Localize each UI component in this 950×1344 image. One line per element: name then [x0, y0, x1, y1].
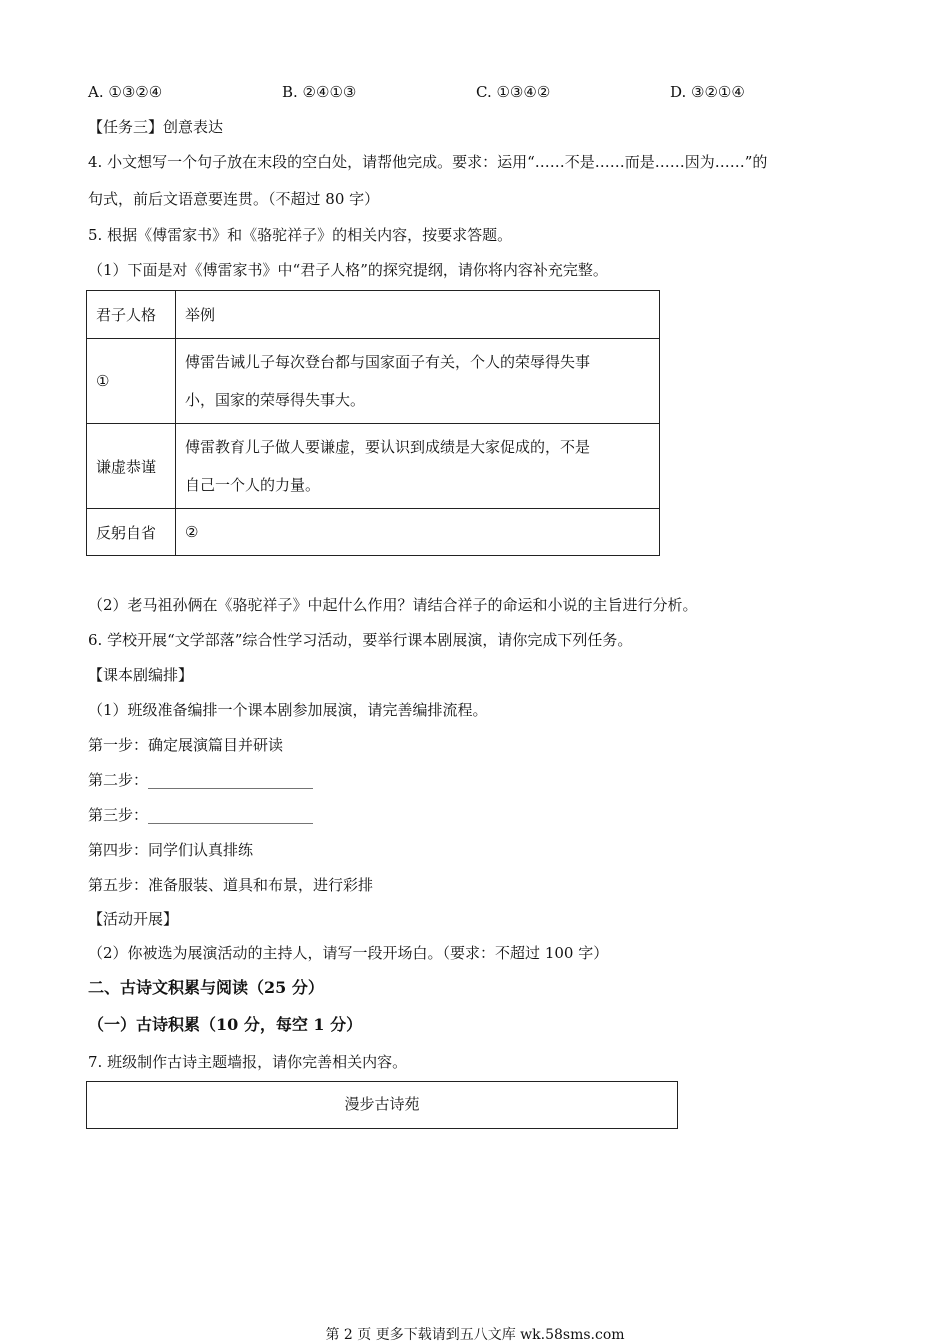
q6-part1: （1）班级准备编排一个课本剧参加展演，请完善编排流程。 — [88, 701, 488, 719]
poster-title: 漫步古诗苑 — [344, 1095, 420, 1113]
section2-title: 二、古诗文积累与阅读（25 分） — [88, 978, 324, 997]
q4-text-line2: 句式，前后文语意要连贯。（不超过 80 字） — [88, 190, 380, 208]
q5-part2: （2）老马祖孙俩在《骆驼祥子》中起什么作用？请结合祥子的命运和小说的主旨进行分析。 — [88, 596, 698, 614]
header-trait: 君子人格 — [87, 291, 176, 339]
section2-subtitle: （一）古诗积累（10 分，每空 1 分） — [88, 1015, 363, 1034]
task3-heading: 【任务三】创意表达 — [88, 118, 224, 136]
example-line: 傅雷告诫儿子每次登台都与国家面子有关，个人的荣辱得失事 — [185, 353, 591, 371]
trait-cell: 谦虚恭谨 — [87, 424, 176, 509]
option-b: B. ②④①③ — [282, 83, 357, 101]
table-row — [87, 424, 660, 509]
option-d: D. ③②①④ — [670, 83, 745, 101]
exploration-outline-table — [86, 290, 660, 556]
step-5: 第五步：准备服装、道具和布景，进行彩排 — [88, 876, 374, 894]
q6-part2: （2）你被选为展演活动的主持人，请写一段开场白。（要求：不超过 100 字） — [88, 944, 609, 962]
step-1: 第一步：确定展演篇目并研读 — [88, 736, 284, 754]
example-cell: ② — [176, 509, 660, 556]
example-line: 小，国家的荣辱得失事大。 — [185, 391, 366, 409]
step-4: 第四步：同学们认真排练 — [88, 841, 254, 859]
example-line: 傅雷教育儿子做人要谦虚，要认识到成绩是大家促成的，不是 — [185, 438, 591, 456]
q5-part1: （1）下面是对《傅雷家书》中“君子人格”的探究提纲，请你将内容补充完整。 — [88, 261, 608, 279]
q7-text: 7. 班级制作古诗主题墙报，请你完善相关内容。 — [88, 1053, 408, 1071]
header-example: 举例 — [176, 291, 660, 339]
q6-intro: 6. 学校开展“文学部落”综合性学习活动，要举行课本剧展演，请你完成下列任务。 — [88, 631, 633, 649]
trait-cell: 反躬自省 — [87, 509, 176, 556]
q4-text-line1: 4. 小文想写一个句子放在末段的空白处，请帮他完成。要求：运用“……不是……而是……因为……”的 — [88, 153, 768, 171]
activity-heading: 【活动开展】 — [88, 910, 179, 928]
step-2: 第二步：______________________ — [88, 771, 314, 789]
poster-title-box — [86, 1081, 678, 1129]
example-cell — [176, 424, 660, 509]
table-row — [87, 339, 660, 424]
table-row — [87, 509, 660, 556]
example-cell — [176, 339, 660, 424]
drama-heading: 【课本剧编排】 — [88, 666, 194, 684]
example-line: 自己一个人的力量。 — [185, 476, 321, 494]
q5-intro: 5. 根据《傅雷家书》和《骆驼祥子》的相关内容，按要求答题。 — [88, 226, 513, 244]
page-footer: 第 2 页 更多下载请到五八文库 wk.58sms.com — [325, 1327, 625, 1343]
table-header-row — [87, 291, 660, 339]
step-3: 第三步：______________________ — [88, 806, 314, 824]
option-c: C. ①③④② — [476, 83, 551, 101]
trait-cell: ① — [87, 339, 176, 424]
option-a: A. ①③②④ — [88, 83, 163, 101]
